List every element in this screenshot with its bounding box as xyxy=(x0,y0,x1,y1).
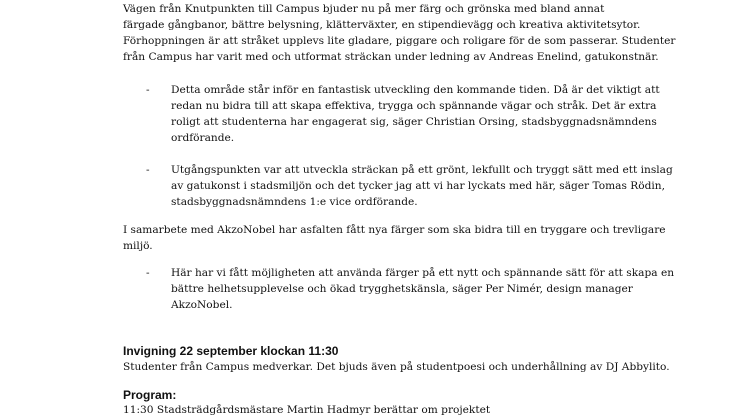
text-line: redan nu bidra till att skapa effektiva, trygga och spännande vägar och stråk. Det är extra xyxy=(171,100,657,112)
text-line: Detta område står inför en fantastisk utveckling den kommande tiden. Då är det viktigt att xyxy=(171,84,660,96)
bullet-dash: - xyxy=(146,164,150,176)
text-line: Här har vi fått möjligheten att använda färger på ett nytt och spännande sätt för att skapa en xyxy=(171,267,675,279)
text-line: Utgångspunkten var att utveckla sträckan på ett grönt, lekfullt och tryggt sätt med ett inslag xyxy=(171,164,673,176)
akzonobel-paragraph xyxy=(123,222,666,254)
text-line: bättre helhetsupplevelse och ökad trygghetskänsla, säger Per Nimér, design manager xyxy=(171,283,633,295)
quote-per-nimer xyxy=(171,265,675,313)
text-line: miljö. xyxy=(123,240,153,252)
text-line: av gatukonst i stadsmiljön och det tycker jag att vi har lyckats med här, säger Tomas Rödin, xyxy=(171,180,665,192)
text-line: AkzoNobel. xyxy=(171,299,233,311)
text-line: Förhoppningen är att stråket upplevs lite gladare, piggare och roligare för de som passerar. Studenter xyxy=(123,35,676,47)
program-heading: Program: xyxy=(123,388,177,402)
invigning-heading: Invigning 22 september klockan 11:30 xyxy=(123,344,339,358)
bullet-dash: - xyxy=(146,84,150,96)
text-line: Studenter från Campus medverkar. Det bjuds även på studentpoesi och underhållning av DJ Abbylito. xyxy=(123,361,670,373)
quote-tomas-rodin xyxy=(171,162,671,210)
program-list xyxy=(123,402,643,418)
text-line: Vägen från Knutpunkten till Campus bjuder nu på mer färg och grönska med bland annat xyxy=(123,3,605,15)
text-line: stadsbyggnadsnämndens 1:e vice ordförande. xyxy=(171,196,418,208)
text-line: roligt att studenterna har engagerat sig, säger Christian Orsing, stadsbyggnadsnämndens xyxy=(171,116,657,128)
text-line: ordförande. xyxy=(171,132,235,144)
text-line: från Campus har varit med och utformat sträckan under ledning av Andreas Enelind, gatukonstnär. xyxy=(123,51,659,63)
text-line: färgade gångbanor, bättre belysning, klätterväxter, en stipendievägg och kreativa aktivitetsytor. xyxy=(123,19,641,31)
program-item: 11:30 Stadsträdgårdsmästare Martin Hadmyr berättar om projektet xyxy=(123,404,491,416)
quote-christian-orsing xyxy=(171,82,671,146)
bullet-dash: - xyxy=(146,267,150,279)
text-line: I samarbete med AkzoNobel har asfalten fått nya färger som ska bidra till en tryggare och trevligare xyxy=(123,224,666,236)
invigning-text xyxy=(123,359,670,375)
intro-paragraph xyxy=(123,1,676,65)
